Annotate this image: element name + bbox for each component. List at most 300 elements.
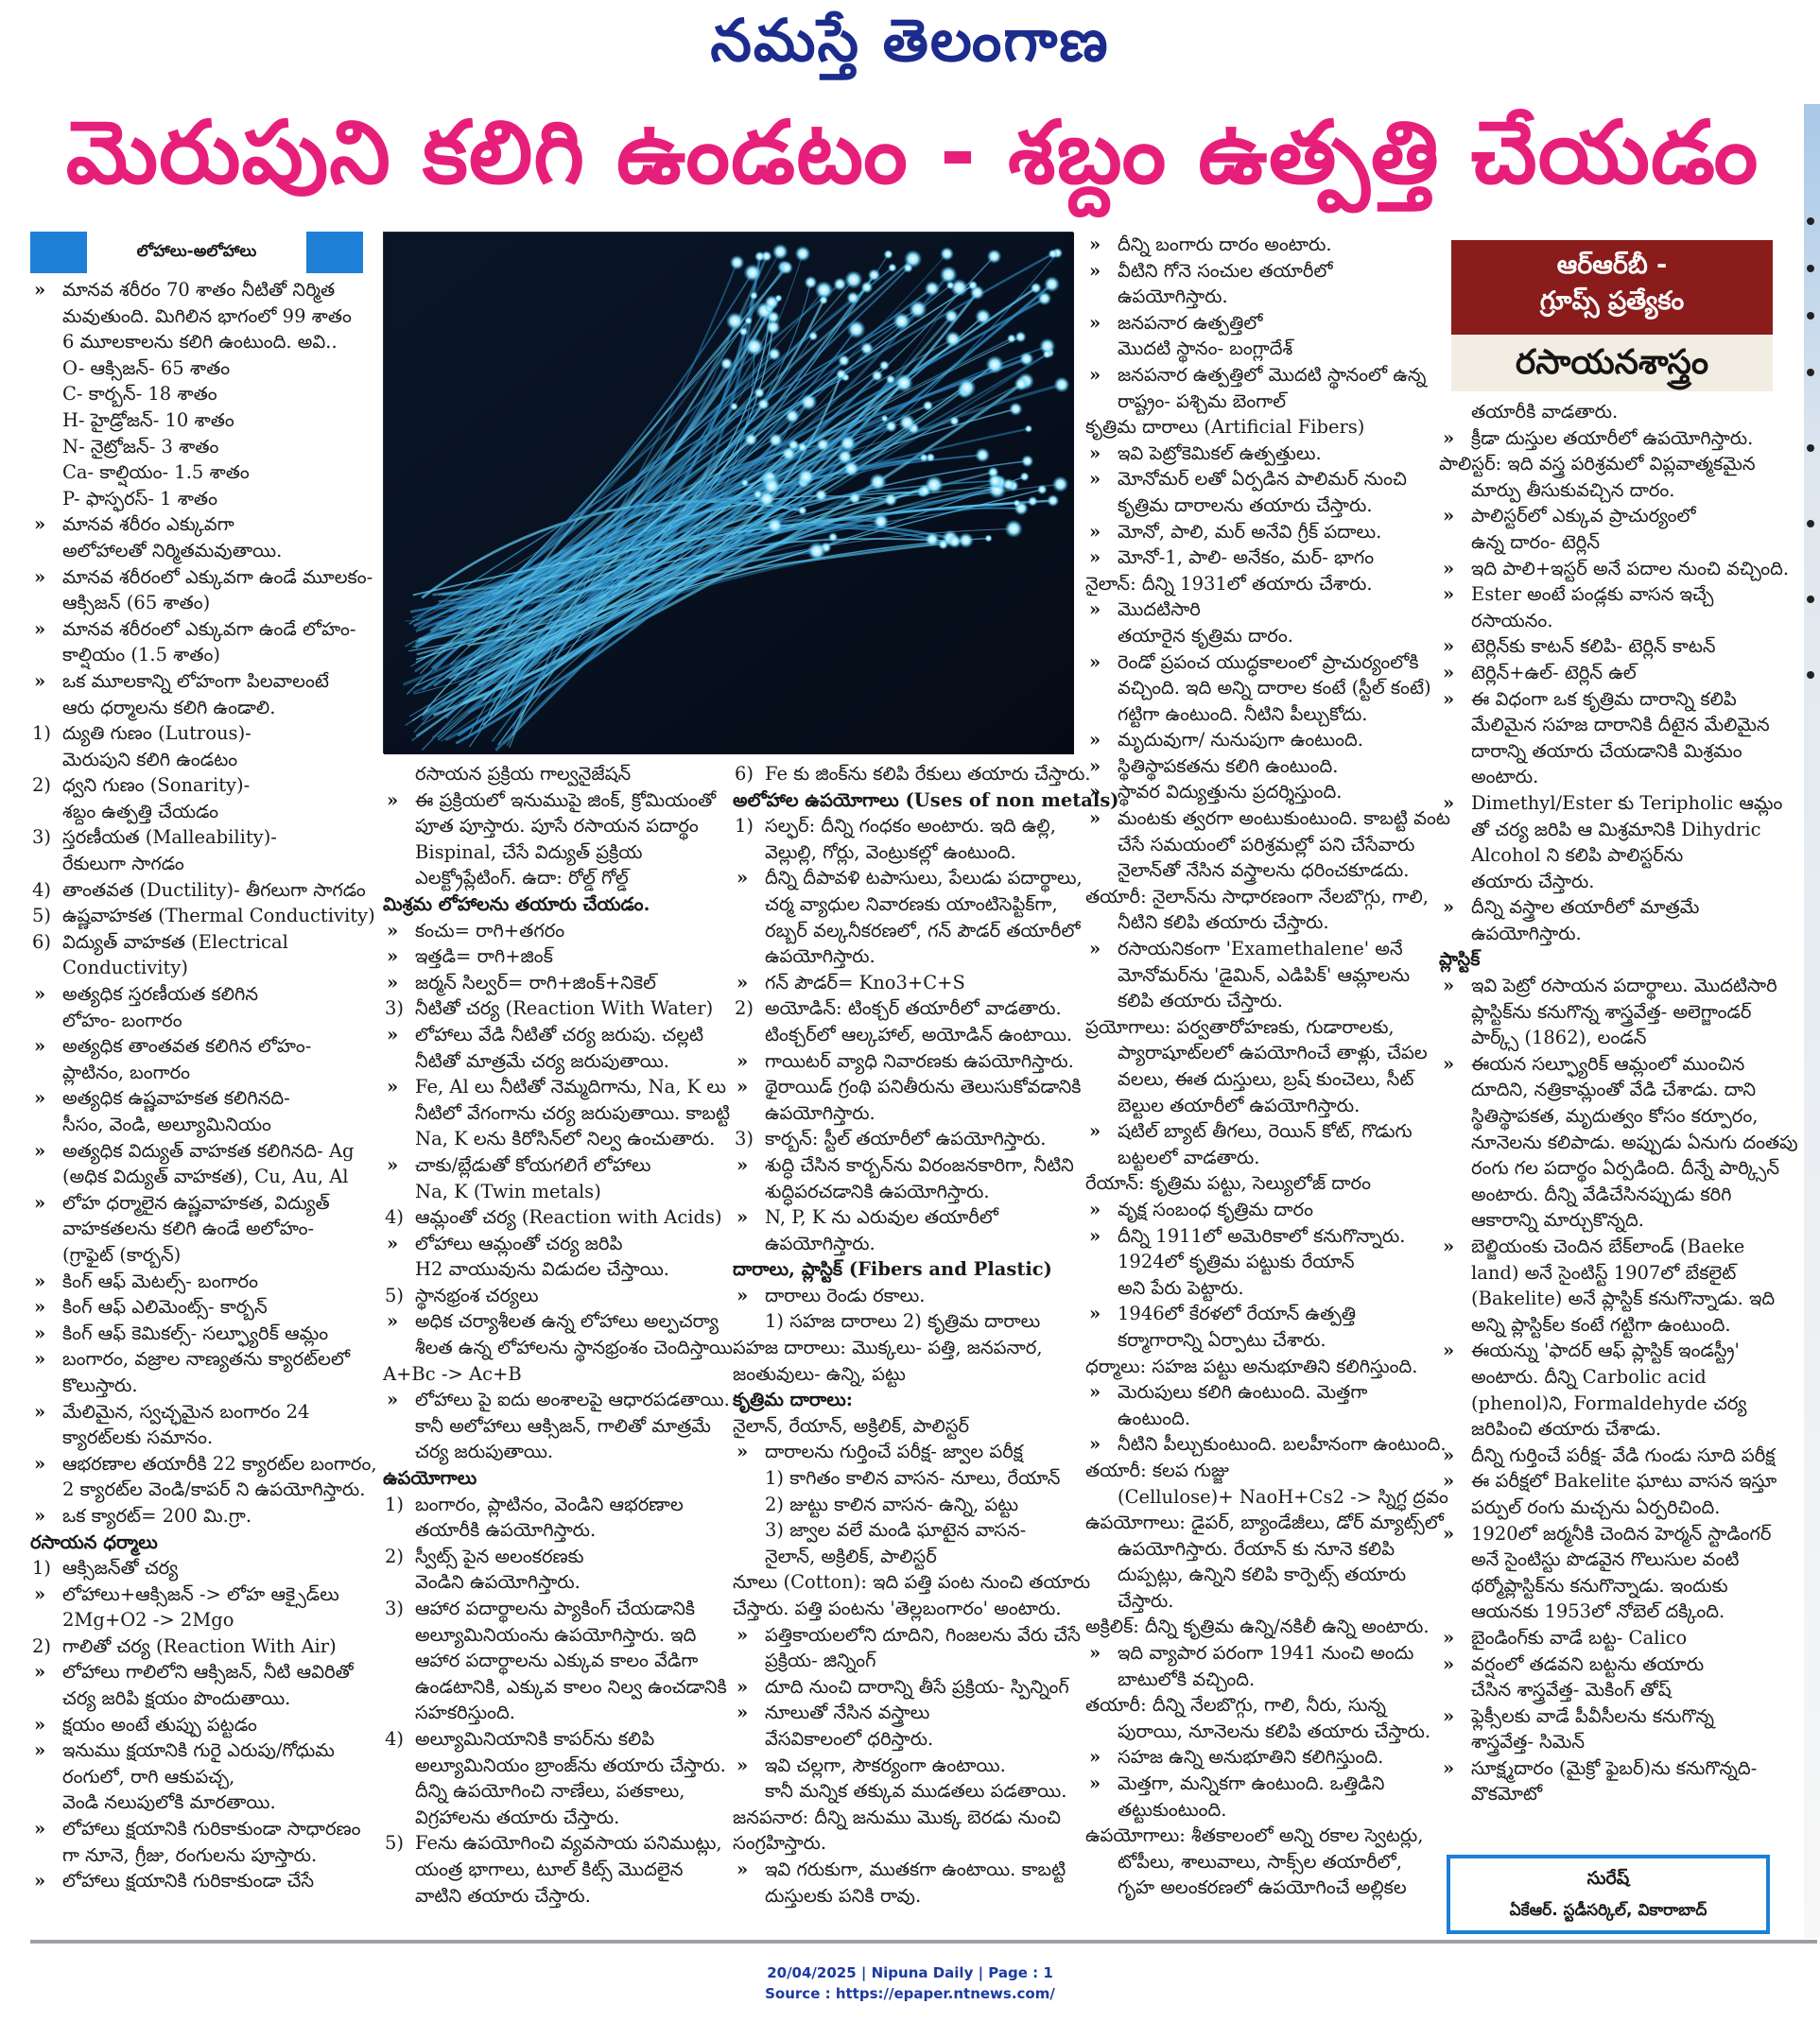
column-3 xyxy=(733,761,1119,1919)
fiber-tip xyxy=(1031,283,1042,294)
bullet-line: » ఇది పాలి+ఇస్టర్ అనే పదాల నుంచి వచ్చింది. xyxy=(1439,556,1772,582)
numbered-line xyxy=(30,929,363,956)
numbered-line xyxy=(383,1204,725,1231)
fiber-tip xyxy=(754,388,765,399)
item-text: గాలితో చర్య (Reaction With Air) xyxy=(62,1634,337,1657)
fiber-tip xyxy=(754,490,763,499)
bullet-line: » మోనో-1, పాలి- అనేకం, మర్- భాగం xyxy=(1085,544,1428,571)
fiber-tip xyxy=(909,300,927,318)
fiber-tip xyxy=(1053,376,1069,392)
paragraph-line: ధర్మాలు: సహజ పట్టు అనుభూతిని కలిగిస్తుంది. xyxy=(1085,1355,1418,1377)
bullet-line: » గన్ పౌడర్= Kno3+C+S xyxy=(733,970,1075,996)
item-number: 3) xyxy=(32,826,52,849)
paragraph-line: ప్రయోగాలు: పర్వతారోహణకు, గుడారాలకు, xyxy=(1085,1015,1395,1038)
fiber-tip xyxy=(975,448,990,463)
continuation-line: పార్క్స్ (1862), లండన్ xyxy=(1471,1027,1647,1049)
fiber-tip xyxy=(945,309,959,323)
fiber-tip xyxy=(985,355,1004,374)
fiber-tip xyxy=(797,468,814,485)
continuation-line: మేలిమైన సహజ దారానికి దీటైన మేలిమైన xyxy=(1471,714,1770,736)
continuation-line: ఉన్న దారం- టెర్లిన్ xyxy=(1471,530,1601,553)
continuation-line: రంగు గల పదార్థం ఏర్పడింది. దీన్నే పార్క్సిన్ xyxy=(1471,1157,1780,1180)
continuation-line: కలిపి తయారు చేస్తారు. xyxy=(1118,990,1283,1012)
continuation-line: వేసవికాలంలో ధరిస్తారు. xyxy=(765,1727,934,1750)
bullet-line: » 1946లో కేరళలో రేయాన్ ఉత్పత్తి xyxy=(1085,1301,1428,1327)
fiber-tip xyxy=(894,373,913,392)
continuation-line: ఉపయోగిస్తారు. రేయాన్ కు నూనె కలిపి xyxy=(1118,1537,1395,1560)
continuation-line: అంటారు. దీన్ని వేడిచేసినప్పుడు కరిగి xyxy=(1471,1183,1732,1205)
continuation-line: బెల్టుల తయారీలో ఉపయోగిస్తారు. xyxy=(1118,1094,1361,1116)
numbered-line xyxy=(30,903,375,929)
fiber-tip xyxy=(750,291,758,300)
bullet-line: » వీటిని గోనె సంచుల తయారీలో xyxy=(1085,258,1428,285)
continuation-line: కృత్రిమ దారాలను తయారు చేస్తారు. xyxy=(1118,493,1373,516)
item-number: 5) xyxy=(385,1284,405,1306)
item-text: ఆక్సిజన్‌తో చర్య xyxy=(62,1557,179,1580)
subheading: అలోహాల ఉపయోగాలు (Uses of non metals) xyxy=(733,788,1119,811)
optical-fiber-photo xyxy=(383,232,1073,753)
numbered-line xyxy=(383,995,725,1022)
continuation-line: ఉండటానికి, ఎక్కువ కాలం నిల్వ ఉంచడానికి xyxy=(415,1675,727,1698)
continuation-line: N- నైట్రోజన్- 3 శాతం xyxy=(62,435,219,458)
continuation-line: కాల్షియం (1.5 శాతం) xyxy=(62,644,221,666)
optical-fiber-illustration xyxy=(384,233,1074,754)
continuation-line: క్యారట్‌లకు సమానం. xyxy=(62,1426,214,1449)
numbered-line xyxy=(733,1126,1075,1152)
fiber-tip xyxy=(744,317,753,325)
continuation-line: చేసే సమయంలో పరిశ్రమల్లో పని చేసేవారు xyxy=(1118,833,1415,855)
continuation-line: శాస్త్రవేత్త- సిమెన్ xyxy=(1471,1731,1586,1754)
column-1-text xyxy=(30,277,377,1894)
fiber-tip xyxy=(730,255,745,270)
item-text: ద్యుతి గుణం (Lutrous)- xyxy=(62,722,251,745)
bullet-line: » కంచు= రాగి+తగరం xyxy=(383,918,725,944)
numbered-line xyxy=(383,1544,725,1570)
fiber-tip xyxy=(828,532,838,542)
continuation-line: శుద్ధిపరచడానికి ఉపయోగిస్తారు. xyxy=(765,1180,990,1202)
fiber-tip xyxy=(769,433,784,448)
paragraph-line: సంగ్రహిస్తారు. xyxy=(733,1832,827,1855)
fiber-tip xyxy=(808,331,818,340)
continuation-line: మవుతుంది. మిగిలిన భాగంలో 99 శాతం xyxy=(62,304,352,327)
continuation-line: దుప్పట్లు, ఉన్నిని కలిపి కార్పెట్స్ తయారు xyxy=(1118,1564,1407,1586)
subheading: కృత్రిమ దారాలు: xyxy=(733,1389,853,1411)
fiber-tip xyxy=(893,312,910,330)
fiber-tip xyxy=(1014,499,1021,507)
fiber-tip xyxy=(1049,249,1058,258)
continuation-line: నైలాన్‌తో నేసిన వస్త్రాలను ధరించకూడదు. xyxy=(1118,859,1410,882)
continuation-line: దూదిని, నత్రికామ్లంతో వేడి చేశాడు. దాని xyxy=(1471,1079,1757,1101)
bullet-line: » ఇనుము క్షయానికి గురై ఎరుపు/గోధుమ xyxy=(30,1737,363,1764)
column-1 xyxy=(30,232,377,1919)
continuation-line: థర్మోప్లాస్టిక్‌ను కనుగొన్నాడు. ఇందుకు xyxy=(1471,1574,1728,1597)
bullet-line: » లోహ ధర్మాలైన ఉష్ణవాహకత, విద్యుత్ xyxy=(30,1190,363,1217)
item-number: 2) xyxy=(32,774,52,797)
continuation-line: శీలత ఉన్న లోహాలను స్థానభ్రంశం చెందిస్తాయి. xyxy=(415,1337,739,1359)
paragraph-line: నూలు (Cotton): ఇది పత్తి పంట నుంచి తయారు xyxy=(733,1571,1091,1594)
continuation-line: Conductivity) xyxy=(62,957,188,979)
bullet-line: » జనపనార ఉత్పత్తిలో xyxy=(1085,310,1428,337)
paragraph-line: A+Bc -> Ac+B xyxy=(383,1362,522,1385)
continuation-line: వెండి నలుపులోకి మారతాయి. xyxy=(62,1791,276,1814)
fiber-tip xyxy=(798,506,807,515)
bullet-line: » లోహాలు గాలిలోని ఆక్సిజన్, నీటి ఆవిరితో xyxy=(30,1659,363,1685)
newspaper-masthead: నమస్తే తెలంగాణ xyxy=(710,6,1110,75)
numbered-line xyxy=(30,1555,363,1581)
numbered-line xyxy=(733,813,1075,839)
fiber-tip xyxy=(1052,476,1068,493)
fiber-tip xyxy=(883,250,893,259)
item-text: ధ్వని గుణం (Sonarity)- xyxy=(62,774,251,797)
continuation-line: రసాయనం. xyxy=(1471,609,1553,631)
bullet-line: » నూలుతో నేసిన వస్త్రాలు xyxy=(733,1700,1075,1726)
item-number: 2) xyxy=(735,997,754,1020)
fiber-tip xyxy=(860,342,874,355)
continuation-line: తయారీకి వాడతారు. xyxy=(1471,401,1619,423)
paragraph-line: ఉపయోగాలు: డైపర్, బ్యాండేజీలు, డోర్ మ్యాట్స్‌లో xyxy=(1085,1512,1444,1534)
fiber-tip xyxy=(1009,402,1022,415)
bullet-line: » మానవ శరీరం 70 శాతం నీటితో నిర్మిత xyxy=(30,277,363,303)
fiber-tip xyxy=(1007,334,1016,343)
fiber-tip xyxy=(767,517,783,533)
item-text: నీటితో చర్య (Reaction With Water) xyxy=(415,997,714,1020)
continuation-line: గా నూనె, గ్రీజు, రంగులను పూస్తారు. xyxy=(62,1843,318,1866)
fiber-tip xyxy=(840,435,857,452)
exam-special-badge xyxy=(1451,240,1773,391)
continuation-line: ఉపయోగిస్తారు. xyxy=(765,1101,875,1124)
paragraph-line: కృత్రిమ దారాలు (Artificial Fibers) xyxy=(1085,416,1365,439)
continuation-line: (అధిక విద్యుత్ వాహకత), Cu, Au, Al xyxy=(62,1166,349,1188)
bullet-line: » లోహాలు+ఆక్సిజన్ -> లోహ ఆక్సైడ్‌లు xyxy=(30,1581,363,1608)
item-number: 3) xyxy=(735,1128,754,1150)
paragraph-line: నైలాన్: దీన్ని 1931లో తయారు చేశారు. xyxy=(1085,572,1373,595)
bullet-line: » బైండింగ్‌కు వాడే బట్ట- Calico xyxy=(1439,1625,1772,1651)
bullet-line: » కింగ్ ఆఫ్ కెమికల్స్- సల్ఫ్యూరిక్ ఆమ్లం xyxy=(30,1321,363,1347)
continuation-line: వొకమోటో xyxy=(1471,1783,1543,1806)
item-number: 1) xyxy=(32,722,52,745)
subheading: ఉపయోగాలు xyxy=(383,1467,477,1490)
continuation-line: కానీ మన్నిక తక్కువ ముడతలు పడతాయి. xyxy=(765,1780,1067,1803)
fiber-tip xyxy=(923,401,933,411)
bullet-line: » జర్మన్ సిల్వర్= రాగి+జింక్+నికెల్ xyxy=(383,970,725,996)
paragraph-line: ఉపయోగాలు: శీతకాలంలో అన్ని రకాల స్వెటర్లు, xyxy=(1085,1824,1424,1847)
fiber-tip xyxy=(1014,377,1029,391)
subheading: రసాయన ధర్మాలు xyxy=(30,1530,158,1553)
bullet-line: » అత్యధిక విద్యుత్ వాహకత కలిగినది- Ag xyxy=(30,1138,363,1165)
item-number: 2) xyxy=(32,1634,52,1657)
item-number: 5) xyxy=(385,1832,405,1855)
item-text: కార్బన్: స్టీల్ తయారీలో ఉపయోగిస్తారు. xyxy=(765,1128,1047,1150)
continuation-line: కర్మాగారాన్ని ఏర్పాటు చేశారు. xyxy=(1118,1328,1326,1351)
bullet-line: » ఇవి చల్లగా, సౌకర్యంగా ఉంటాయి. xyxy=(733,1753,1075,1779)
continuation-line: మార్పు తీసుకువచ్చిన దారం. xyxy=(1471,478,1675,501)
column-4 xyxy=(1085,232,1450,1919)
bullet-line: » జనపనార ఉత్పత్తిలో మొదటి స్థానంలో ఉన్న xyxy=(1085,362,1428,389)
continuation-line: 1) సహజ దారాలు 2) కృత్రిమ దారాలు xyxy=(765,1310,1041,1333)
item-text: విద్యుత్ వాహకత (Electrical xyxy=(62,930,288,953)
continuation-line: H2 వాయువును విడుదల చేస్తాయి. xyxy=(415,1258,669,1281)
fiber-tip xyxy=(1037,484,1048,494)
fiber-tip xyxy=(869,474,887,492)
continuation-line: నూనెలను కలిపాడు. అప్పుడు ఏనుగు దంతపు xyxy=(1471,1131,1798,1153)
author-byline xyxy=(1447,1855,1770,1934)
bullet-line: » Dimethyl/Ester కు Teripholic ఆమ్లం xyxy=(1439,790,1772,817)
bullet-line: » శుద్ధి చేసిన కార్బన్‌ను విరంజనకారిగా, నీటిని xyxy=(733,1152,1075,1179)
bullet-line: » దారాలను గుర్తించే పరీక్ష- జ్వాల పరీక్ష xyxy=(733,1439,1075,1465)
continuation-line: 2) జుట్టు కాలిన వాసన- ఉన్ని, పట్టు xyxy=(765,1493,1019,1515)
continuation-line: వాహకతలను కలిగి ఉండే అలోహం- xyxy=(62,1218,315,1240)
fiber-tip xyxy=(754,251,765,262)
fiber-tip xyxy=(903,263,913,273)
continuation-line: రాష్ట్రం- పశ్చిమ బెంగాల్ xyxy=(1118,389,1287,412)
fiber-tip xyxy=(945,331,961,347)
bullet-line: » అత్యధిక స్తరణీయత కలిగిన xyxy=(30,981,363,1008)
bullet-line: » ఈ విధంగా ఒక కృత్రిమ దారాన్ని కలిపి xyxy=(1439,686,1772,713)
bullet-line: » దీన్ని బంగారు దారం అంటారు. xyxy=(1085,232,1428,258)
fiber-tip xyxy=(938,539,948,549)
continuation-line: పర్పుల్ రంగు మచ్చను ఏర్పరిచింది. xyxy=(1471,1495,1721,1518)
continuation-line: చర్య జరిపి క్షయం పొందుతాయి. xyxy=(62,1687,291,1710)
continuation-line: land) అనే సైంటిస్ట్ 1907లో బేకలైట్ xyxy=(1471,1261,1737,1284)
fiber-tip xyxy=(814,489,827,502)
fiber-tip xyxy=(757,398,770,410)
bullet-line: » చాకు/బ్లేడుతో కోయగలిగే లోహాలు xyxy=(383,1152,725,1179)
fiber-tip xyxy=(1019,352,1033,366)
continuation-line: పూత పూస్తారు. పూసే రసాయన పదార్థం xyxy=(415,815,699,838)
fiber-tip xyxy=(925,532,939,546)
continuation-line: 2 క్యారట్‌ల వెండి/కాపర్ ని ఉపయోగిస్తారు. xyxy=(62,1478,366,1501)
fiber-tip xyxy=(836,369,847,380)
fiber-tip xyxy=(988,474,1003,489)
fiber-tip xyxy=(949,416,960,426)
continuation-line: చేసిన శాస్త్రవేత్త- మెకింగ్ తోష్ xyxy=(1471,1679,1672,1702)
bullet-line: » ఈ పరీక్షలో Bakelite ఘాటు వాసన ఇస్తూ xyxy=(1439,1468,1772,1495)
fiber-tip xyxy=(767,311,780,324)
fiber-tip xyxy=(741,479,749,487)
numbered-line xyxy=(733,995,1075,1022)
fiber-tip xyxy=(780,261,793,274)
bullet-line: » దీన్ని గుర్తించే పరీక్ష- వేడి గుండు సూది పరీక్ష xyxy=(1439,1443,1772,1469)
continuation-line: అల్యూమినియం బ్రాంజ్‌ను తయారు చేస్తారు. xyxy=(415,1754,726,1776)
bullet-line: » మానవ శరీరంలో ఎక్కువగా ఉండే మూలకం- xyxy=(30,564,363,591)
bullet-line: » ఇవి గరుకుగా, ముతకగా ఉంటాయి. కాబట్టి xyxy=(733,1857,1075,1883)
fiber-tip xyxy=(1028,496,1038,507)
item-number: 1) xyxy=(385,1493,405,1515)
subheading: దారాలు, ప్లాస్టిక్ (Fibers and Plastic) xyxy=(733,1258,1052,1281)
item-text: ఉష్ణవాహకత (Thermal Conductivity) xyxy=(62,905,375,927)
bullet-line: » ఈయన్ను 'ఫాదర్ ఆఫ్ ప్లాస్టిక్ ఇండస్ట్రీ' xyxy=(1439,1338,1772,1364)
item-text: తాంతవత (Ductility)- తీగలుగా సాగడం xyxy=(62,878,366,901)
continuation-line: ఉపయోగిస్తారు. xyxy=(765,945,875,968)
fiber-tip xyxy=(925,281,940,296)
bullet-line: » క్రీడా దుస్తుల తయారీలో ఉపయోగిస్తారు. xyxy=(1439,425,1772,452)
bullet-line: » అత్యధిక తాంతవత కలిగిన లోహం- xyxy=(30,1033,363,1060)
continuation-line: దారాన్ని తయారు చేయడానికి మిశ్రమం xyxy=(1471,739,1742,762)
badge-line-2: గ్రూప్స్ ప్రత్యేకం xyxy=(1539,286,1685,316)
bullet-line: » ఒక క్యారట్= 200 మి.గ్రా. xyxy=(30,1503,363,1529)
item-number: 4) xyxy=(385,1206,405,1229)
item-text: బంగారం, ప్లాటినం, వెండిని ఆభరణాల xyxy=(415,1493,684,1515)
column-5 xyxy=(1439,399,1798,1836)
fiber-tip xyxy=(984,534,992,542)
bullet-line: » ఇవి పెట్రోకెమికల్ ఉత్పత్తులు. xyxy=(1085,441,1428,467)
fiber-tip xyxy=(848,492,860,504)
continuation-line: రంగులో, రాగి ఆకుపచ్చ, xyxy=(62,1765,235,1788)
fiber-tip xyxy=(881,415,889,423)
item-text: స్తరణీయత (Malleability)- xyxy=(62,826,277,849)
continuation-line: గృహ అలంకరణలో ఉపయోగించే అల్లికల xyxy=(1118,1876,1407,1899)
fiber-tip xyxy=(743,264,761,282)
item-number: 6) xyxy=(735,763,754,785)
numbered-line xyxy=(30,824,363,851)
paragraph-line: అక్రిలిక్: దీన్ని కృత్రిమ ఉన్ని/నకిలీ ఉన్ని అంటారు. xyxy=(1085,1616,1430,1638)
continuation-line: మోనోమర్‌ను 'డైమిన్, ఎడిపిక్' ఆమ్లాలను xyxy=(1118,963,1411,986)
continuation-line: వాటిని తయారు చేస్తారు. xyxy=(415,1884,591,1907)
item-number: 4) xyxy=(32,878,52,901)
bullet-line: » లోహాలు పై ఐదు అంశాలపై ఆధారపడతాయి. xyxy=(383,1387,725,1413)
bullet-line: » థైరాయిడ్ గ్రంథి పనితీరును తెలుసుకోవడానికి xyxy=(733,1074,1075,1100)
paragraph-line: నైలాన్, రేయాన్, అక్రిలిక్, పాలిస్టర్ xyxy=(733,1414,970,1437)
item-text: అయోడిన్: టింక్చర్ తయారీలో వాడతారు. xyxy=(765,997,1062,1020)
bullet-line: » 1920లో జర్మనీకి చెందిన హెర్మన్ స్టాడింగర్ xyxy=(1439,1521,1772,1547)
fiber-tip xyxy=(898,414,915,431)
continuation-line: ఉపయోగిస్తారు. xyxy=(1471,922,1582,944)
continuation-line: 3) జ్వాల వలే మండి ఘాటైన వాసన- xyxy=(765,1519,1027,1542)
continuation-line: (phenol)ని, Formaldehyde చర్య xyxy=(1471,1391,1747,1414)
bullet-line: » రెండో ప్రపంచ యుద్ధకాలంలో ప్రాచుర్యంలోకి xyxy=(1085,649,1428,676)
item-text: స్థానభ్రంశ చర్యలు xyxy=(415,1284,539,1306)
page-footer xyxy=(0,1962,1820,2004)
fiber-tip xyxy=(946,281,955,289)
continuation-line: Na, K లను కిరోసిన్‌లో నిల్వ ఉంచుతారు. xyxy=(415,1128,716,1150)
paragraph-line: చేస్తారు. పత్తి పంటను 'తెల్లబంగారం' అంటారు. xyxy=(733,1598,1062,1619)
bullet-line: » ఇవి పెట్రో రసాయన పదార్థాలు. మొదటిసారి xyxy=(1439,973,1772,999)
continuation-line: 1) కాగితం కాలిన వాసన- నూలు, రేయాన్ xyxy=(765,1467,1061,1490)
author-affiliation: ఏకేఆర్. స్టడీసర్కిల్, వికారాబాద్ xyxy=(1509,1901,1707,1920)
continuation-line: ఆకారాన్ని మార్చుకొన్నది. xyxy=(1471,1209,1644,1232)
continuation-line: 6 మూలకాలను కలిగి ఉంటుంది. అవి.. xyxy=(62,331,338,354)
item-number: 1) xyxy=(32,1557,52,1580)
numbered-line xyxy=(383,1492,725,1518)
paragraph-line: తయారీ: కలప గుజ్జు xyxy=(1085,1459,1229,1481)
fiber-tip xyxy=(744,433,757,446)
fiber-tip xyxy=(833,277,846,290)
continuation-line: వలలు, ఈత దుస్తులు, బ్రష్ కుంచెలు, సీట్ xyxy=(1118,1068,1414,1090)
bullet-line: » ఈ ప్రక్రియలో ఇనుముపై జింక్, క్రోమియంతో xyxy=(383,787,725,814)
bullet-line: » నీటిని పీల్చుకుంటుంది. బలహీనంగా ఉంటుంది. xyxy=(1085,1431,1428,1458)
fiber-tip xyxy=(884,493,897,506)
fiber-tip xyxy=(1044,276,1060,292)
continuation-line: తయారీకి ఉపయోగిస్తారు. xyxy=(415,1519,597,1542)
continuation-line: ప్లాటినం, బంగారం xyxy=(62,1061,191,1083)
continuation-line: రసాయన ప్రక్రియ గాల్వనైజేషన్ xyxy=(415,763,632,785)
fiber-tip xyxy=(1047,494,1059,507)
bullet-line: » పాలిస్టర్‌లో ఎక్కువ ప్రాచుర్యంలో xyxy=(1439,503,1772,529)
bullet-line: » బంగారం, వజ్రాల నాణ్యతను క్యారట్‌లలో xyxy=(30,1346,363,1373)
bullet-line: » దీన్ని దీపావళి టపాసులు, పేలుడు పదార్థాలు, xyxy=(733,865,1075,891)
continuation-line: కానీ అలోహాలు ఆక్సిజన్, గాలితో మాత్రమే xyxy=(415,1414,711,1437)
fiber-tip xyxy=(1037,291,1051,305)
subheading: మిశ్రమ లోహాలను తయారు చేయడం. xyxy=(383,892,650,915)
continuation-line: ఉపయోగిస్తారు. xyxy=(1118,285,1228,308)
paragraph-line: రేయాన్: కృత్రిమ పట్టు, సెల్యులోజ్ దారం xyxy=(1085,1172,1372,1195)
fiber-tip xyxy=(720,357,734,371)
continuation-line: అని పేరు పెట్టారు. xyxy=(1118,1276,1244,1299)
continuation-line: ఆయనకు 1953లో నోబెల్ దక్కింది. xyxy=(1471,1600,1725,1623)
continuation-line: నీటితో మాత్రమే చర్య జరుపుతాయి. xyxy=(415,1049,669,1072)
continuation-line: అలోహాలతో నిర్మితమవుతాయి. xyxy=(62,539,283,562)
continuation-line: నైలాన్, అక్రిలిక్, పాలిస్టర్ xyxy=(765,1545,937,1567)
numbered-line xyxy=(383,1596,725,1622)
bullet-line: » మెరుపులు కలిగి ఉంటుంది. మెత్తగా xyxy=(1085,1379,1428,1406)
continuation-line: బాటులోకి వచ్చింది. xyxy=(1118,1668,1256,1690)
footer-date-page: 20/04/2025 | Nipuna Daily | Page : 1 xyxy=(767,1964,1053,1981)
fiber-tip xyxy=(846,291,859,304)
paragraph-line: సహజ దారాలు: మొక్కలు- పత్తి, జనపనార, xyxy=(733,1337,1043,1359)
continuation-line: టింక్చర్‌లో ఆల్కహాల్, అయోడిన్ ఉంటాయి. xyxy=(765,1023,1073,1046)
adjacent-page-edge xyxy=(1804,104,1820,1938)
fiber-tip xyxy=(838,354,850,367)
continuation-line: తో చర్య జరిపి ఆ మిశ్రమానికి Dihydric xyxy=(1471,818,1761,840)
continuation-line: ప్లాస్టిక్‌ను కనుగొన్న శాస్త్రవేత్త- అలెగ్జాండర్ xyxy=(1471,1000,1752,1023)
fiber-tip xyxy=(1021,455,1033,467)
page-headline: మెరుపుని కలిగి ఉండటం - శబ్దం ఉత్పత్తి చేయడం xyxy=(65,102,1759,203)
continuation-line: అన్ని ప్లాస్టిక్‌ల కంటే గట్టిగా ఉంటుంది. xyxy=(1471,1313,1731,1336)
bullet-line: » గాయిటర్ వ్యాధి నివారణకు ఉపయోగిస్తారు. xyxy=(733,1048,1075,1075)
bullet-line: » వర్షంలో తడవని బట్టను తయారు xyxy=(1439,1651,1772,1678)
item-text: అల్యూమినియానికి కాపర్‌ను కలిపి xyxy=(415,1727,655,1750)
continuation-line: స్థితిస్థాపకత, మృదుత్వం కోసం కర్పూరం, xyxy=(1471,1105,1759,1128)
footer-source: Source : https://epaper.ntnews.com/ xyxy=(765,1985,1055,2002)
bullet-line: » షటిల్ బ్యాట్ తీగలు, రెయిన్ కోట్, గొడుగు xyxy=(1085,1118,1428,1145)
fiber-tip xyxy=(868,268,880,281)
fiber-tip xyxy=(768,348,781,361)
fiber-tip xyxy=(886,374,895,384)
continuation-line: Bispinal, చేసే విద్యుత్ ప్రక్రియ xyxy=(415,840,643,863)
author-name: సురేష్ xyxy=(1586,1868,1630,1889)
fiber-tip xyxy=(800,393,817,410)
bullet-line: » సూక్ష్మదారం (మైక్రో ఫైబర్)ను కనుగొన్నది- xyxy=(1439,1755,1772,1782)
continuation-line: సహకరిస్తుంది. xyxy=(415,1702,515,1724)
bullet-line: » కింగ్ ఆఫ్ మెటల్స్- బంగారం xyxy=(30,1269,363,1295)
continuation-line: తయారు చేస్తారు. xyxy=(1471,870,1595,892)
fiber-tip xyxy=(795,246,811,262)
bullet-line: » ఇది వ్యాపార పరంగా 1941 నుంచి అందు xyxy=(1085,1640,1428,1667)
item-text: సల్ఫర్: దీన్ని గంధకం అంటారు. ఇది ఉల్లి, xyxy=(765,815,1056,838)
numbered-line xyxy=(30,877,366,904)
bullet-line: » దీన్ని వస్త్రాల తయారీలో మాత్రమే xyxy=(1439,894,1772,921)
continuation-line: తయారైన కృత్రిమ దారం. xyxy=(1118,624,1293,647)
paragraph-line: జనపనార: దీన్ని జనుము మొక్క బెరడు నుంచి xyxy=(733,1806,1061,1828)
fiber-tip xyxy=(763,476,781,494)
bullet-line: » లోహాలు వేడి నీటితో చర్య జరుపు. చల్లటి xyxy=(383,1022,725,1048)
paragraph-line: జంతువులు- ఉన్ని, పట్టు xyxy=(733,1362,906,1385)
bullet-line: » సహజ ఉన్ని అనుభూతిని కలిగిస్తుంది. xyxy=(1085,1744,1428,1771)
item-number: 5) xyxy=(32,905,52,927)
item-number: 3) xyxy=(385,997,405,1020)
bullet-line: » అత్యధిక ఉష్ణవాహకత కలిగినది- xyxy=(30,1085,363,1112)
continuation-line: వెండిని ఉపయోగిస్తారు. xyxy=(415,1571,581,1594)
bullet-line: » మోనో, పాలి, మర్ అనేవి గ్రీక్ పదాలు. xyxy=(1085,519,1428,545)
fiber-tip xyxy=(816,438,830,452)
continuation-line: సీసం, వెండి, అల్యూమినియం xyxy=(62,1114,271,1135)
continuation-line: విగ్రహాలను తయారు చేస్తారు. xyxy=(415,1806,620,1828)
continuation-line: వచ్చింది. ఇది అన్ని దారాల కంటే (స్టీల్ కంటే) xyxy=(1118,677,1431,700)
bullet-line: » మానవ శరీరంలో ఎక్కువగా ఉండే లోహం- xyxy=(30,616,363,643)
numbered-line xyxy=(30,772,363,799)
fiber-tip xyxy=(730,402,738,410)
continuation-line: లోహం- బంగారం xyxy=(62,1009,182,1031)
